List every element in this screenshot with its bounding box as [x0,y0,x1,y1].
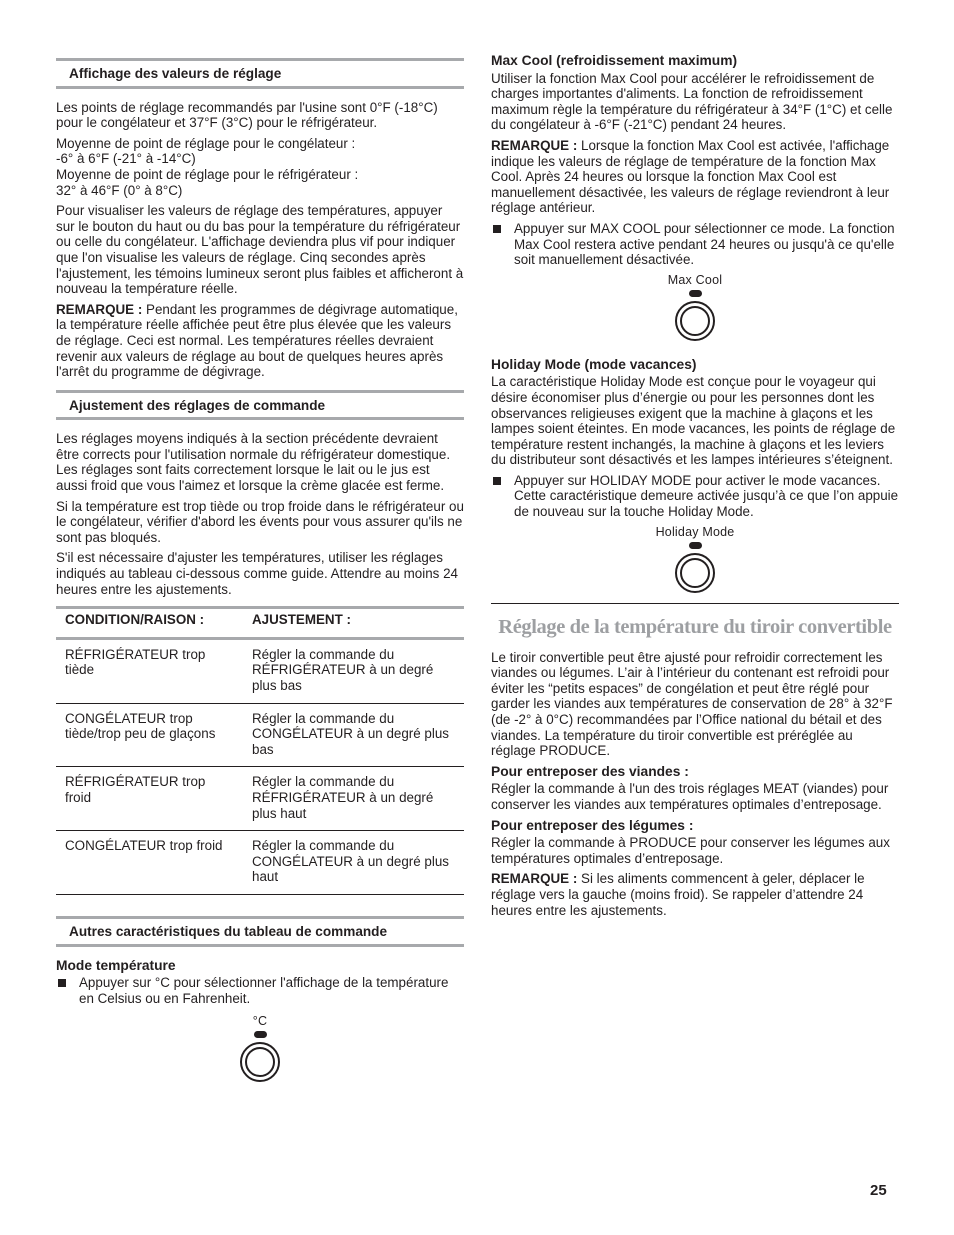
celsius-button[interactable] [240,1042,280,1082]
table-cell-condition: RÉFRIGÉRATEUR trop froid [56,767,243,831]
display-note [56,302,464,380]
celsius-label: °C [252,1014,268,1029]
mode-temperature-bullet: Appuyer sur °C pour sélectionner l'affichage de la température en Celsius ou en Fahrenheit. [56,975,464,1006]
max-cool-bullet: Appuyer sur MAX COOL pour sélectionner ce mode. La fonction Max Cool restera active pendant 24 heures ou jusqu'à ce qu'elle soit manuellement désactivée. [491,221,899,268]
freezer-range-value: -6° à 6°F (-21° à -14°C) [56,151,196,167]
display-paragraph-3: Pour visualiser les valeurs de réglage des températures, appuyer sur le bouton du haut ou du bas pour la température du réfrigérateur ou celle du congélateur. L'affichage deviendra plus vif pour indiquer que l'on visualise les valeurs de réglage. Cinq secondes après l'ajustement, les témoins lumineux seront plus faibles et afficheront à nouveau la température réelle. [56,203,464,297]
max-cool-note [491,138,899,216]
note-text: Pendant les programmes de dégivrage automatique, la température réelle affichée peut être plus élevée que les valeurs de réglage. Ceci est normal. Les températures réelles devraient revenir aux valeurs de réglage au bout de quelques heures après l'arrêt du programme de dégivrage. [56,301,458,380]
holiday-mode-bullet: Appuyer sur HOLIDAY MODE pour activer le mode vacances. Cette caractéristique demeure activée jusqu’à ce que l’on appuie de nouveau sur la touche Holiday Mode. [491,473,899,520]
holiday-mode-indicator-light [689,542,702,549]
adjustment-table [56,606,464,895]
table-row [56,638,464,703]
vegetable-storage-text: Régler la commande à PRODUCE pour conserver les légumes aux températures optimales d’entreposage. [491,835,890,866]
drawer-paragraph: Le tiroir convertible peut être ajusté pour refroidir correctement les viandes ou légumes. L’air à l’intérieur du contenant est refroidi pour éviter les “petits espaces” de congélation et peut être réglé pour garder les viandes aux températures de conservation de 28° à 32°F (de -2° à 0°C) recommandées par l’Office national du bétail et des viandes. La température du tiroir convertible est préréglée au réglage PRODUCE. [491,649,893,759]
holiday-mode-paragraph: La caractéristique Holiday Mode est conçue pour le voyageur qui désire économiser plus d’énergie ou pour les personnes dont les observances religieuses exigent que la machine à glaçons et les lampes soient éteintes. En mode vacances, les points de réglage de température restent inchangés, la machine à glaçons et les leviers du distributeur sont désactivés et les lampes intérieures s’éteignent. [491,374,896,468]
drawer-section-title: Réglage de la température du tiroir convertible [498,615,892,638]
adjust-paragraph-2: Si la température est trop tiède ou trop froide dans le réfrigérateur ou le congélateur, vérifier d'abord les évents pour vous assurer qu'ils ne sont pas bloqués. [56,498,464,545]
display-ranges [56,136,464,198]
section-heading-adjust: Ajustement des réglages de commande [56,390,464,421]
section-heading-other: Autres caractéristiques du tableau de commande [56,916,464,947]
freezer-range-label: Moyenne de point de réglage pour le congélateur : [56,135,356,151]
mode-temperature-title: Mode température [56,957,176,973]
max-cool-title: Max Cool (refroidissement maximum) [491,53,738,68]
table-cell-condition: RÉFRIGÉRATEUR trop tiède [56,638,243,703]
holiday-mode-control [491,525,899,593]
fridge-range-label: Moyenne de point de réglage pour le réfrigérateur : [56,166,359,182]
holiday-mode-label: Holiday Mode [655,524,735,539]
max-cool-control [491,273,899,341]
table-cell-adjustment: Régler la commande du CONGÉLATEUR à un degré plus bas [243,703,464,767]
drawer-note [491,871,899,918]
note-text: Lorsque la fonction Max Cool est activée, l'affichage indique les valeurs de réglage de température de la fonction Max Cool. Après 24 heures ou lorsque la fonction Max Cool est manuellement désactivée, les valeurs de réglage reviendront à leur réglage antérieur. [491,137,890,216]
celsius-indicator-light [254,1031,267,1038]
table-header-condition: CONDITION/RAISON : [56,608,243,639]
table-cell-adjustment: Régler la commande du RÉFRIGÉRATEUR à un degré plus haut [243,767,464,831]
note-text: Si les aliments commencent à geler, déplacer le réglage vers la gauche (moins froid). Se rappeler d’attendre 24 heures entre les ajustements. [491,871,865,918]
page-number: 25 [870,1182,887,1199]
adjust-paragraph-3: S'il est nécessaire d'ajuster les températures, utiliser les réglages indiqués au tableau ci-dessous comme guide. Attendre au moins 24 heures entre les ajustements. [56,550,458,597]
section-divider [491,603,899,617]
table-header-row [56,608,464,639]
holiday-mode-title: Holiday Mode (mode vacances) [491,356,697,372]
section-heading-display: Affichage des valeurs de réglage [56,58,464,89]
table-row [56,703,464,767]
max-cool-indicator-light [689,290,702,297]
max-cool-button[interactable] [675,301,715,341]
celsius-control [56,1014,464,1082]
max-cool-paragraph: Utiliser la fonction Max Cool pour accélérer le refroidissement de charges importantes d'aliments. La fonction de refroidissement maximum règle la température du réfrigérateur à 34°F (1°C) et celle du congélateur à -6°F (-21°C) pendant 24 heures. [491,70,893,133]
table-cell-adjustment: Régler la commande du CONGÉLATEUR à un degré plus haut [243,831,464,895]
table-row [56,831,464,895]
adjust-paragraph-1: Les réglages moyens indiqués à la section précédente devraient être corrects pour l'utilisation normale du réfrigérateur domestique. Les réglages sont faits correctement lorsque le lait ou le jus est aussi froid que vous l'aimez et lorsque la crème glacée est ferme. [56,431,451,494]
display-paragraph-1: Les points de réglage recommandés par l'usine sont 0°F (-18°C) pour le congélateur et 37°F (3°C) pour le réfrigérateur. [56,99,438,131]
fridge-range-value: 32° à 46°F (0° à 8°C) [56,182,183,198]
right-column [491,0,899,923]
vegetable-storage-title: Pour entreposer des légumes : [491,817,694,833]
max-cool-label: Max Cool [667,272,723,287]
table-cell-condition: CONGÉLATEUR trop froid [56,831,243,895]
meat-storage-text: Régler la commande à l'un des trois réglages MEAT (viandes) pour conserver les viandes aux températures optimales d’entreposage. [491,781,889,812]
table-cell-condition: CONGÉLATEUR trop tiède/trop peu de glaçons [56,703,243,767]
table-header-adjustment: AJUSTEMENT : [243,608,464,639]
note-label: REMARQUE : [491,871,578,887]
left-column [56,0,464,1082]
table-cell-adjustment: Régler la commande du RÉFRIGÉRATEUR à un degré plus bas [243,638,464,703]
note-label: REMARQUE : [56,301,143,317]
table-row [56,767,464,831]
note-label: REMARQUE : [491,137,578,153]
meat-storage-title: Pour entreposer des viandes : [491,763,689,779]
holiday-mode-button[interactable] [675,553,715,593]
